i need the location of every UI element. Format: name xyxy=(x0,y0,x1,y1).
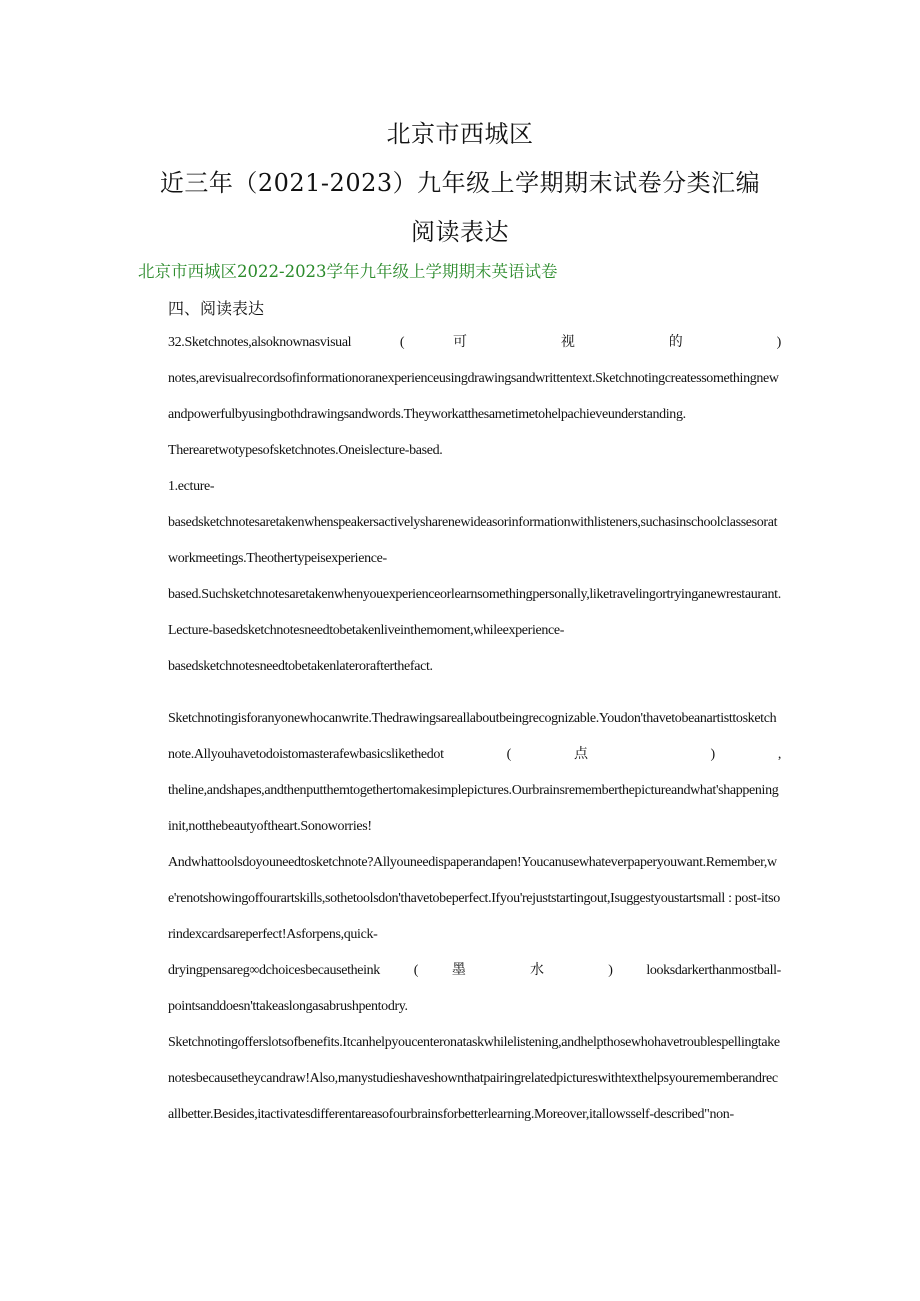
passage-line: dryingpensareg∞dchoicesbecausetheink ( 墨 水 ) looksdarkerthanmostball- xyxy=(168,963,781,978)
passage-paragraph: Therearetwotypesofsketchnotes.Oneislecture-based. xyxy=(168,443,443,458)
reading-passage xyxy=(168,325,781,1133)
document-subtitle: 近三年（2021-2023）九年级上学期期末试卷分类汇编 xyxy=(159,169,761,197)
exam-source-heading: 北京市西城区2022-2023学年九年级上学期期末英语试卷 xyxy=(138,262,558,281)
passage-paragraph: notes,arevisualrecordsofinformationoranexperienceusingdrawingsandwrittentext.Sketchnotingcreatessomethingnewandpowerfulbyusingbothdrawingsandwords.Theyworkatthesametimetohelpachieveunderstanding. xyxy=(168,371,779,422)
passage-paragraph: basedsketchnotesneedtobetakenlaterorafterthefact. xyxy=(168,659,433,674)
passage-paragraph: theline,andshapes,andthenputthemtogethertomakesimplepictures.Ourbrainsrememberthepictureandwhat'shappeninginit,notthebeautyoftheart.Sonoworries! xyxy=(168,783,779,834)
passage-paragraph: Sketchnotingofferslotsofbenefits.Itcanhelpyoucenteronataskwhilelistening,andhelpthosewhohavetroublespellingtakenotesbecausetheycandraw!Also,manystudieshaveshownthatpairingrelatedpictureswithtexthelpsyourememberandrecallbetter.Besides,itactivatesdifferentareasofourbrainsforbetterlearning.Moreover,itallowsself-described"non- xyxy=(168,1035,780,1122)
document-title: 北京市西城区 xyxy=(386,120,534,148)
document-topic: 阅读表达 xyxy=(411,218,509,246)
passage-paragraph: based.Suchsketchnotesaretakenwhenyouexperienceorlearnsomethingpersonally,liketravelingortryinganewrestaurant.Lecture-basedsketchnotesneedtobetakenliveinthemoment,whileexperience- xyxy=(168,587,781,638)
section-heading: 四、阅读表达 xyxy=(168,299,265,318)
passage-paragraph: Andwhattoolsdoyouneedtosketchnote?Allyouneedispaperandapen!Youcanusewhateverpaperyouwant.Remember,we'renotshowingoffourartskills,sothetoolsdon'thavetobeperfect.Ifyou'rejuststartingout,Isuggestyoustartsmall : post-itsorindexcardsareperfect!Asforpens,quick- xyxy=(168,855,780,942)
passage-paragraph: basedsketchnotesaretakenwhenspeakersactivelysharenewideasorinformationwithlisteners,suchasinschoolclassesoratworkmeetings.Theothertypeisexperience- xyxy=(168,515,778,566)
passage-paragraph: 1.ecture- xyxy=(168,479,215,494)
passage-paragraph: pointsanddoesn'ttakeaslongasabrushpentodry. xyxy=(168,999,408,1014)
passage-paragraph: Sketchnotingisforanyonewhocanwrite.Thedrawingsareallaboutbeingrecognizable.Youdon'thavetobeanartisttosketchnote.Allyouhavetodoistomasterafewbasicslikethedot ( 点 ) , xyxy=(168,711,781,762)
passage-line: 32.Sketchnotes,alsoknownasvisual ( 可 视 的 ) xyxy=(168,335,781,350)
